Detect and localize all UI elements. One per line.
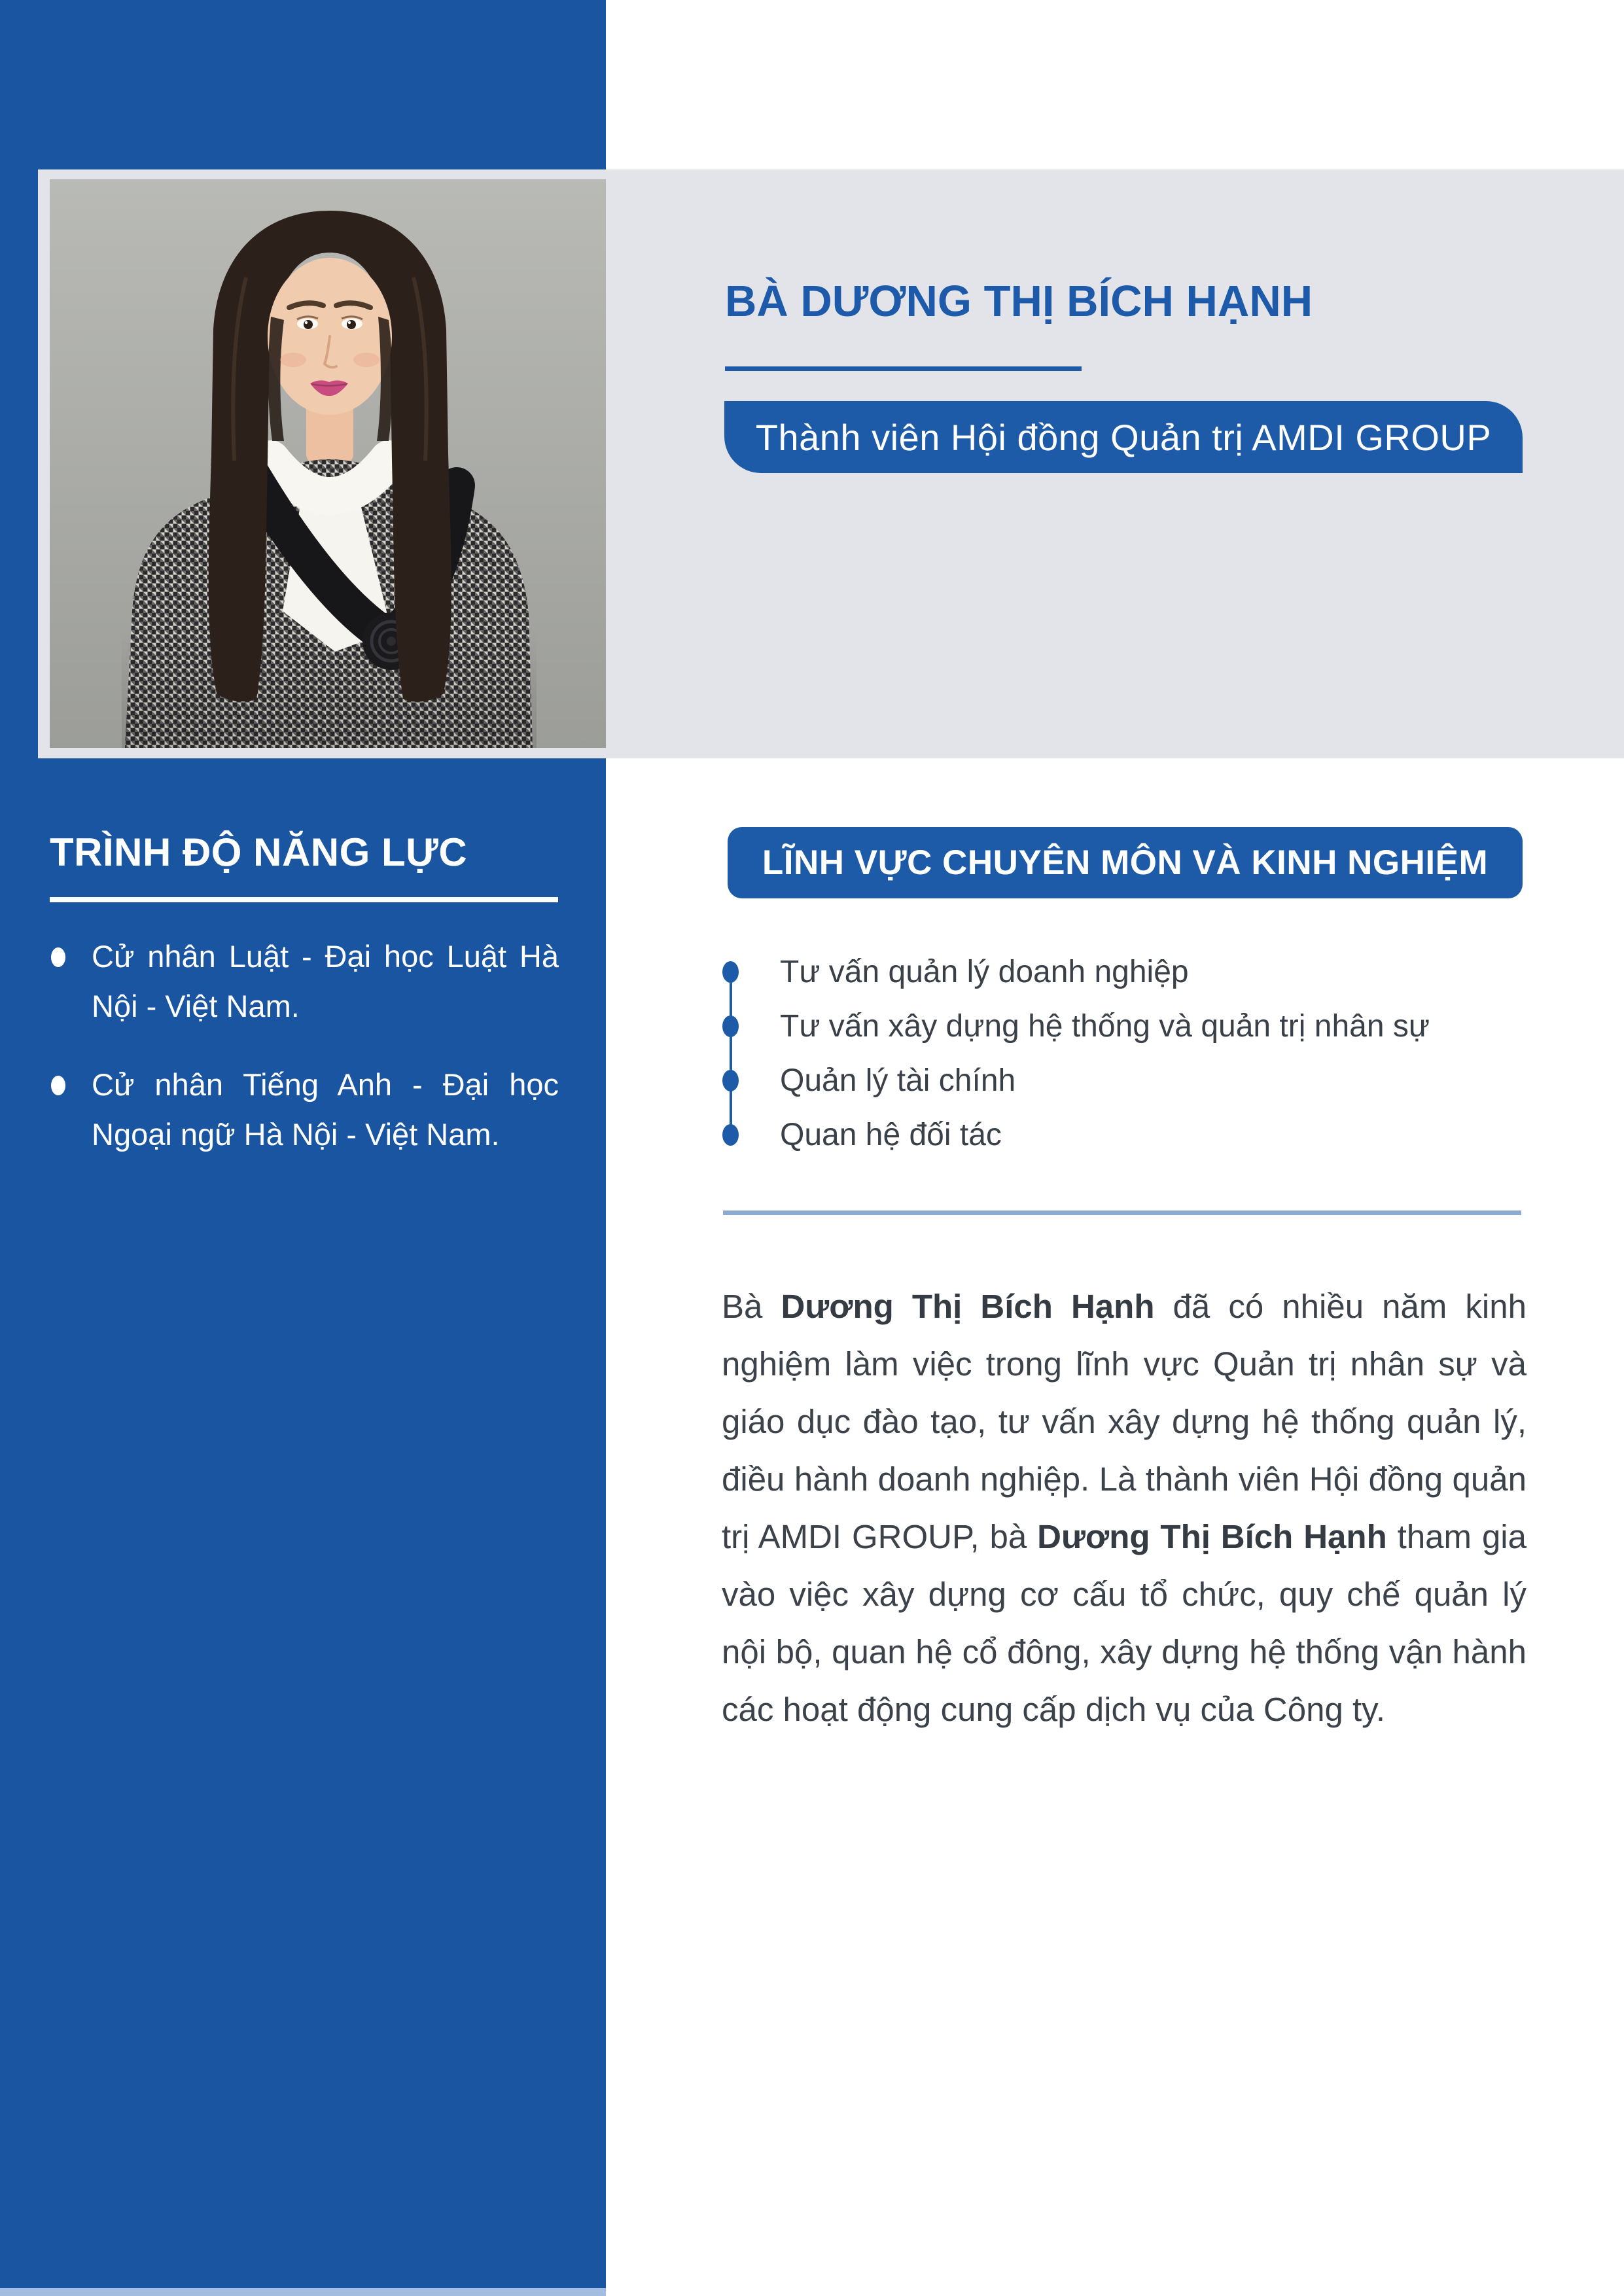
role-badge-label: Thành viên Hội đồng Quản trị AMDI GROUP [755,416,1492,458]
list-item [716,999,1530,1053]
expertise-section-banner [728,827,1523,898]
bio-text: đã có nhiều năm kinh nghiệm làm việc trong lĩnh vực Quản trị nhân sự và giáo dục đào tạo, tư vấn xây dựng hệ thống quản lý, điều hành doanh nghiệp. Là thành viên Hội đồng quản trị AMDI GROUP, bà [722,1288,1527,1555]
list-item [716,1108,1530,1162]
list-item-label: Tư vấn quản lý doanh nghiệp [780,955,1189,989]
list-item-label: Cử nhân Luật - Đại học Luật Hà Nội - Việt Nam. [92,939,559,1023]
timeline-dot-icon [722,1016,739,1037]
expertise-list [716,945,1530,1162]
woman-portrait-illustration [50,179,606,748]
timeline-dot-icon [722,1070,739,1091]
timeline-dot-icon [722,1124,739,1146]
list-item [716,1053,1530,1108]
role-badge [724,401,1523,473]
bullet-dot-icon [51,1076,65,1095]
bio-name-bold: Dương Thị Bích Hạnh [781,1288,1155,1325]
list-item-label: Cử nhân Tiếng Anh - Đại học Ngoại ngữ Hà Nội - Việt Nam. [92,1067,559,1152]
bio-paragraph [722,1278,1527,1739]
list-item-label: Quản lý tài chính [780,1063,1016,1098]
timeline-dot-icon [722,961,739,983]
bio-divider [723,1210,1521,1215]
list-item-label: Quan hệ đối tác [780,1118,1002,1152]
list-item-label: Tư vấn xây dựng hệ thống và quản trị nhân sự [780,1009,1430,1044]
qualifications-heading-underline [50,897,558,902]
footer-accent-strip [0,2288,606,2296]
qualification-list [50,932,559,1188]
expertise-section-heading: LĨNH VỰC CHUYÊN MÔN VÀ KINH NGHIỆM [762,843,1489,882]
list-item [50,1060,559,1159]
list-item [716,945,1530,999]
qualifications-heading: TRÌNH ĐỘ NĂNG LỰC [50,830,468,874]
page-title: BÀ DƯƠNG THỊ BÍCH HẠNH [725,277,1313,326]
bio-text: Bà [722,1288,781,1325]
portrait-photo [50,179,606,748]
bullet-dot-icon [51,947,65,967]
bio-name-bold: Dương Thị Bích Hạnh [1037,1518,1387,1555]
bio-text: tham gia vào việc xây dựng cơ cấu tổ chức, quy chế quản lý nội bộ, quan hệ cổ đông, xây dựng hệ thống vận hành các hoạt động cung cấp dịch vụ của Công ty. [722,1518,1527,1728]
list-item [50,932,559,1031]
title-underline [725,366,1082,371]
